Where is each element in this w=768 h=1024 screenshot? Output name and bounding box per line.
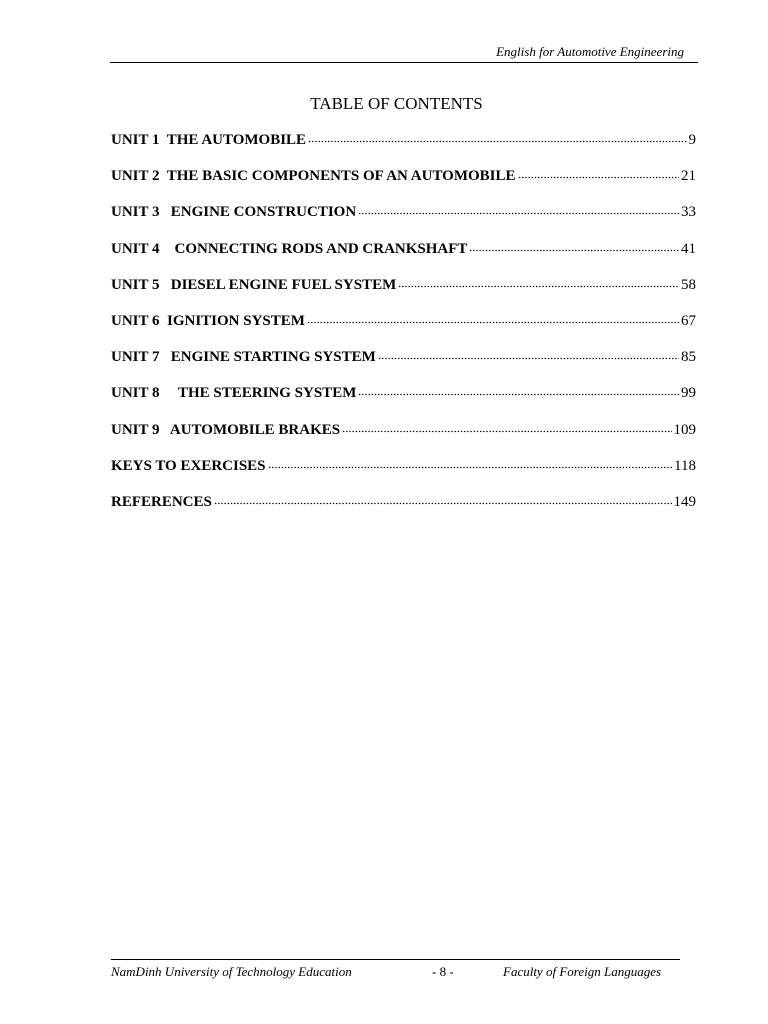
dot-leader <box>469 249 679 253</box>
toc-entry[interactable] <box>111 203 696 239</box>
dot-leader <box>268 466 673 470</box>
toc-entry[interactable] <box>111 384 696 420</box>
toc-entry[interactable] <box>111 457 696 493</box>
toc-entry-page: 9 <box>688 132 696 148</box>
toc-entry-label: KEYS TO EXERCISES <box>111 457 266 474</box>
toc-entry[interactable] <box>111 312 696 348</box>
dot-leader <box>214 502 672 506</box>
dot-leader <box>342 430 671 434</box>
toc-entry-page: 21 <box>681 168 696 185</box>
toc-entry-label: UNIT 2 THE BASIC COMPONENTS OF AN AUTOMOBILE <box>111 168 516 185</box>
toc-entry-page: 149 <box>673 493 696 510</box>
footer-divider <box>111 959 680 960</box>
toc-entry-label: UNIT 4 CONNECTING RODS AND CRANKSHAFT <box>111 240 468 257</box>
toc-entry-page: 85 <box>681 349 696 366</box>
dot-leader <box>307 321 679 325</box>
toc-title: TABLE OF CONTENTS <box>310 94 483 113</box>
header-divider <box>110 62 698 63</box>
toc-entry[interactable] <box>111 240 696 276</box>
toc-entry[interactable] <box>111 421 696 457</box>
toc-entry[interactable] <box>111 276 696 312</box>
toc-entry-label: UNIT 8 THE STEERING SYSTEM <box>111 385 357 402</box>
toc-entry[interactable] <box>111 493 696 529</box>
footer-faculty: Faculty of Foreign Languages <box>503 964 662 979</box>
dot-leader <box>358 212 679 216</box>
toc-entry-label: UNIT 7 ENGINE STARTING SYSTEM <box>111 349 376 366</box>
dot-leader <box>518 176 679 180</box>
toc-entry-page: 99 <box>681 385 696 402</box>
toc-entry-page: 109 <box>673 421 696 438</box>
toc-entry-label: UNIT 6 IGNITION SYSTEM <box>111 312 305 329</box>
toc-entry[interactable] <box>111 167 696 203</box>
toc-entry-page: 41 <box>681 240 696 257</box>
page-number: - 8 - <box>432 964 454 979</box>
toc-entry-label: REFERENCES <box>111 493 212 510</box>
toc-entry-page: 67 <box>681 312 696 329</box>
toc-entry-label: UNIT 5 DIESEL ENGINE FUEL SYSTEM <box>111 276 397 293</box>
toc-entry-page: 118 <box>674 457 696 474</box>
dot-leader <box>308 140 686 144</box>
toc-entry-label: UNIT 3 ENGINE CONSTRUCTION <box>111 204 357 221</box>
toc-entry-label: UNIT 1 THE AUTOMOBILE <box>111 132 307 148</box>
toc-entry-label: UNIT 9 AUTOMOBILE BRAKES <box>111 421 341 438</box>
dot-leader <box>398 285 679 289</box>
toc-entry[interactable] <box>111 131 696 167</box>
toc-entry-page: 33 <box>681 204 696 221</box>
dot-leader <box>378 357 679 361</box>
dot-leader <box>358 393 679 397</box>
running-header: English for Automotive Engineering <box>496 44 684 59</box>
toc-entry[interactable] <box>111 348 696 384</box>
footer-institution: NamDinh University of Technology Education <box>111 964 352 979</box>
toc-entry-page: 58 <box>681 276 696 293</box>
toc-list <box>111 131 696 529</box>
